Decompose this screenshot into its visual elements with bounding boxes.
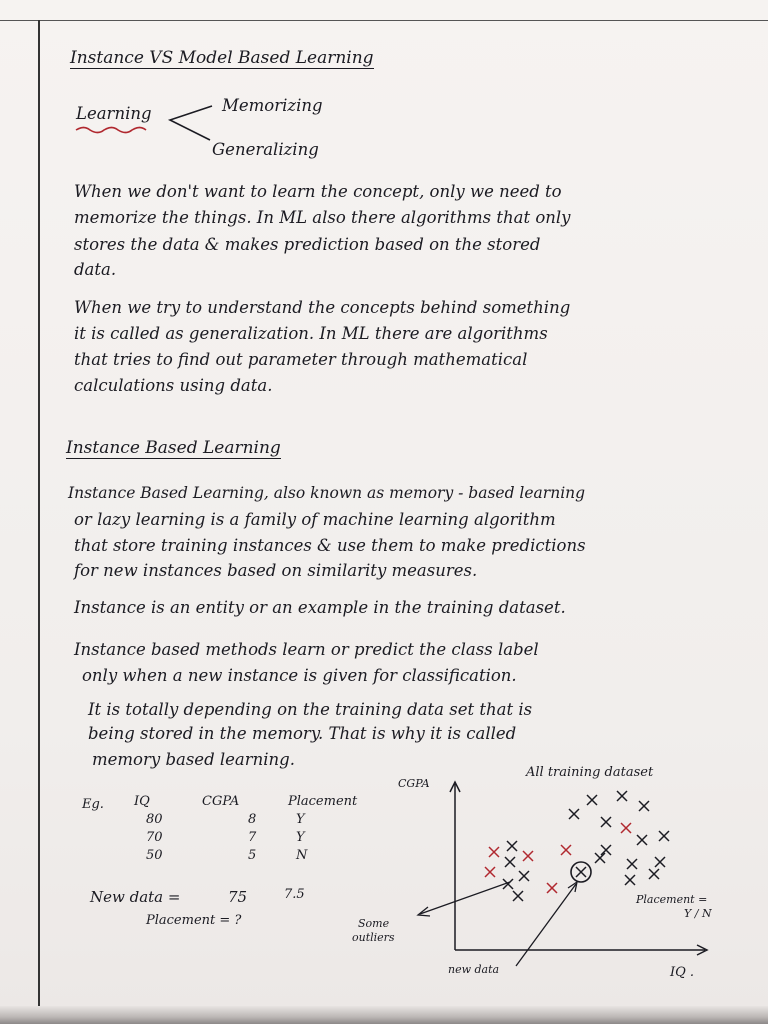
new-data-arrow-label: new data bbox=[448, 963, 500, 976]
page-title: Instance VS Model Based Learning bbox=[70, 48, 374, 68]
data-cross-mark bbox=[507, 841, 517, 851]
learning-squiggle bbox=[76, 128, 146, 133]
p2-line1: When we try to understand the concepts behind something bbox=[74, 298, 571, 317]
p6-line1: It is totally depending on the training data set that is bbox=[88, 700, 533, 719]
branch-memorizing: Memorizing bbox=[222, 96, 323, 115]
data-cross-mark bbox=[489, 847, 499, 857]
p2-line2: it is called as generalization. In ML there are algorithms bbox=[74, 324, 548, 343]
new-data-arrow bbox=[516, 884, 576, 966]
data-cross-mark bbox=[561, 845, 571, 855]
data-cross-mark bbox=[655, 857, 665, 867]
p4-line1: Instance is an entity or an example in the training dataset. bbox=[74, 598, 566, 617]
p3-line1: Instance Based Learning, also known as memory - based learning bbox=[68, 484, 586, 502]
example-prefix: Eg. bbox=[82, 797, 104, 812]
cell-iq: 70 bbox=[146, 829, 163, 845]
data-cross-mark bbox=[505, 857, 515, 867]
placement-query: Placement = ? bbox=[146, 913, 242, 928]
placement-label-1: Placement = bbox=[636, 893, 708, 906]
cell-placement: N bbox=[296, 847, 308, 863]
data-cross-mark bbox=[569, 809, 579, 819]
data-cross-mark bbox=[547, 883, 557, 893]
p6-line3: memory based learning. bbox=[92, 750, 295, 769]
p5-line2: only when a new instance is given for classification. bbox=[82, 666, 517, 685]
cell-cgpa: 5 bbox=[248, 847, 257, 863]
placement-label-2: Y / N bbox=[684, 907, 712, 920]
branch-bracket bbox=[170, 106, 212, 140]
data-cross-mark bbox=[601, 845, 611, 855]
data-cross-mark bbox=[637, 835, 647, 845]
p3-line3: that store training instances & use them to make predictions bbox=[74, 536, 586, 555]
new-data-iq: 75 bbox=[228, 888, 248, 906]
data-cross-mark bbox=[523, 851, 533, 861]
outlier-arrow bbox=[420, 882, 510, 914]
data-cross-mark bbox=[595, 853, 605, 863]
data-cross-mark bbox=[649, 869, 659, 879]
data-cross-mark bbox=[519, 871, 529, 881]
scatter-caption: All training dataset bbox=[526, 765, 654, 780]
branch-generalizing: Generalizing bbox=[212, 140, 319, 159]
cell-placement: Y bbox=[296, 811, 305, 827]
p6-line2: being stored in the memory. That is why it is called bbox=[88, 724, 517, 743]
p5-line1: Instance based methods learn or predict the class label bbox=[74, 640, 539, 659]
header-cgpa: CGPA bbox=[202, 793, 240, 809]
data-cross-mark bbox=[513, 891, 523, 901]
new-data-cross-mark bbox=[576, 867, 586, 877]
p1-line4: data. bbox=[74, 260, 117, 279]
p1-line1: When we don't want to learn the concept, only we need to bbox=[74, 182, 562, 201]
data-cross-mark bbox=[601, 817, 611, 827]
p1-line2: memorize the things. In ML also there algorithms that only bbox=[74, 208, 571, 227]
p3-line4: for new instances based on similarity measures. bbox=[74, 561, 478, 580]
page-binding-edge bbox=[0, 1006, 768, 1024]
data-cross-mark bbox=[621, 823, 631, 833]
header-iq: IQ bbox=[134, 793, 150, 809]
learning-root: Learning bbox=[76, 104, 152, 123]
header-placement: Placement bbox=[288, 793, 358, 809]
scatter-x-label: IQ . bbox=[670, 965, 695, 980]
outlier-label-1: Some bbox=[358, 917, 390, 930]
data-cross-mark bbox=[659, 831, 669, 841]
p1-line3: stores the data & makes prediction based on the stored bbox=[74, 235, 541, 254]
new-data-label: New data = bbox=[90, 888, 181, 906]
data-cross-mark bbox=[625, 875, 635, 885]
section-heading: Instance Based Learning bbox=[66, 438, 281, 458]
outlier-label-2: outliers bbox=[352, 931, 395, 944]
data-cross-mark bbox=[627, 859, 637, 869]
p2-line3: that tries to find out parameter through mathematical bbox=[74, 350, 528, 369]
cell-iq: 50 bbox=[146, 847, 163, 863]
cell-cgpa: 7 bbox=[248, 829, 257, 845]
data-cross-mark bbox=[587, 795, 597, 805]
data-cross-mark bbox=[639, 801, 649, 811]
data-cross-mark bbox=[485, 867, 495, 877]
p3-line2: or lazy learning is a family of machine learning algorithm bbox=[74, 510, 556, 529]
new-data-arrowhead bbox=[568, 882, 577, 892]
new-data-cgpa: 7.5 bbox=[284, 887, 305, 902]
scatter-y-label: CGPA bbox=[398, 777, 430, 790]
p2-line4: calculations using data. bbox=[74, 376, 273, 395]
cell-placement: Y bbox=[296, 829, 305, 845]
cell-iq: 80 bbox=[146, 811, 163, 827]
data-cross-mark bbox=[617, 791, 627, 801]
cell-cgpa: 8 bbox=[248, 811, 257, 827]
